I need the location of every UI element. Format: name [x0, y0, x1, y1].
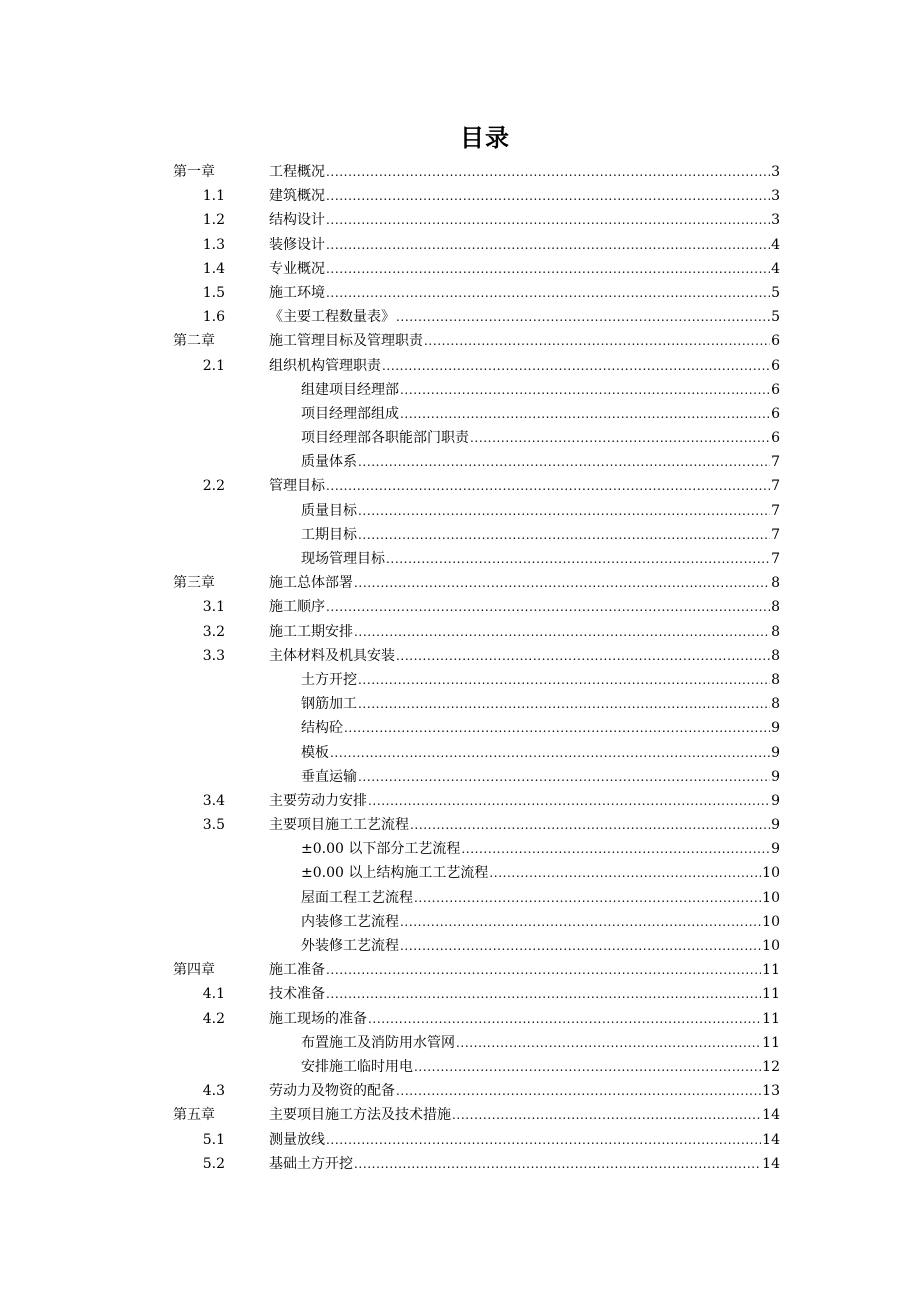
toc-section-number: 3.3 — [202, 647, 225, 664]
toc-entry-label[interactable]: 工程概况 — [269, 164, 325, 180]
toc-entry-label[interactable]: 主要劳动力安排 — [269, 792, 367, 809]
toc-chapter-number: 第一章 — [173, 164, 215, 180]
toc-dot-leader — [368, 1007, 761, 1031]
toc-dot-leader — [326, 184, 770, 208]
toc-section-number: 1.2 — [202, 212, 225, 229]
toc-dot-leader — [354, 571, 770, 595]
toc-dot-leader — [452, 1103, 761, 1127]
toc-page-number: 5 — [771, 309, 780, 326]
toc-dot-leader — [354, 620, 770, 644]
toc-section-number: 3.2 — [202, 623, 225, 640]
toc-entry-line — [301, 523, 780, 547]
toc-entry-line — [269, 1079, 780, 1103]
page-title: 目录 — [460, 124, 510, 152]
toc-entry-label[interactable]: 主体材料及机具安装 — [269, 647, 395, 664]
toc-section-number: 3.5 — [202, 817, 225, 834]
toc-page-number: 10 — [762, 865, 780, 882]
toc-dot-leader — [358, 523, 770, 547]
toc-entry-label[interactable]: 内装修工艺流程 — [301, 913, 399, 930]
toc-section-number: 3.1 — [202, 599, 225, 616]
toc-entry-line — [269, 1103, 780, 1127]
toc-section-number: 5.1 — [202, 1131, 225, 1148]
toc-entry-label[interactable]: 质量目标 — [301, 502, 357, 519]
toc-entry-label[interactable]: 现场管理目标 — [301, 551, 385, 567]
toc-entry-line — [301, 547, 780, 571]
toc-page-number: 3 — [771, 164, 780, 180]
toc-entry-label[interactable]: 组织机构管理职责 — [269, 357, 381, 374]
toc-entry-label[interactable]: 施工顺序 — [269, 599, 325, 616]
toc-page-number: 7 — [771, 502, 780, 519]
toc-section-number: 1.1 — [202, 188, 225, 205]
toc-entry-label[interactable]: 施工准备 — [269, 962, 325, 979]
toc-page-number: 9 — [771, 841, 780, 858]
toc-dot-leader — [400, 934, 761, 958]
toc-chapter-number: 第五章 — [173, 1107, 215, 1124]
toc-entry-label[interactable]: 技术准备 — [269, 986, 325, 1003]
toc-entry[interactable] — [0, 1128, 920, 1152]
toc-dot-leader — [396, 644, 770, 668]
toc-dot-leader — [396, 1079, 761, 1103]
toc-dot-leader — [326, 982, 761, 1006]
toc-entry[interactable] — [0, 886, 920, 910]
toc-entry-label[interactable]: 结构砼 — [301, 720, 343, 737]
toc-dot-leader — [414, 886, 761, 910]
toc-entry[interactable] — [0, 402, 920, 426]
toc-entry-line — [301, 668, 780, 692]
toc-entry-label[interactable]: 钢筋加工 — [301, 696, 357, 713]
toc-entry[interactable] — [0, 741, 920, 765]
toc-dot-leader — [330, 741, 770, 765]
toc-entry[interactable] — [0, 1152, 920, 1176]
toc-entry-label[interactable]: 模板 — [301, 744, 329, 761]
toc-entry-label[interactable]: 装修设计 — [269, 236, 325, 253]
toc-entry-label[interactable]: 外装修工艺流程 — [301, 938, 399, 954]
toc-entry[interactable] — [0, 910, 920, 934]
toc-page-number: 13 — [762, 1083, 780, 1100]
toc-entry[interactable] — [0, 354, 920, 378]
toc-page-number: 10 — [762, 889, 780, 906]
toc-page-number: 8 — [771, 647, 780, 664]
toc-dot-leader — [456, 1031, 761, 1055]
toc-page-number: 6 — [771, 357, 780, 374]
toc-entry-line — [269, 305, 780, 329]
toc-entry-line — [269, 354, 780, 378]
toc-page-number: 8 — [771, 671, 780, 688]
toc-dot-leader — [358, 499, 770, 523]
toc-dot-leader — [326, 595, 770, 619]
toc-section-number: 5.2 — [202, 1155, 225, 1172]
toc-entry-line — [269, 595, 780, 619]
toc-section-number: 4.3 — [202, 1083, 225, 1100]
toc-section-number: 4.2 — [202, 1010, 225, 1027]
toc-dot-leader — [354, 1152, 761, 1176]
toc-entry-line — [301, 450, 780, 474]
toc-page-number: 11 — [762, 1010, 780, 1027]
toc-entry-line — [269, 257, 780, 281]
toc-entry[interactable] — [0, 595, 920, 619]
toc-entry[interactable] — [0, 378, 920, 402]
toc-page-number: 7 — [771, 478, 780, 495]
toc-entry-line — [269, 958, 780, 982]
toc-entry-line — [269, 1152, 780, 1176]
toc-entry-label[interactable]: 测量放线 — [269, 1131, 325, 1148]
toc-entry-line — [269, 184, 780, 208]
toc-entry-label[interactable]: 专业概况 — [269, 260, 325, 277]
toc-dot-leader — [326, 208, 770, 232]
toc-page-number: 6 — [771, 430, 780, 447]
toc-page-number: 11 — [762, 986, 780, 1003]
toc-section-number: 3.4 — [202, 792, 225, 809]
toc-dot-leader — [326, 257, 770, 281]
toc-page-number: 9 — [771, 744, 780, 761]
toc-entry[interactable] — [0, 523, 920, 547]
toc-entry[interactable] — [0, 184, 920, 208]
toc-entry-label[interactable]: 结构设计 — [269, 212, 325, 229]
toc-page-number: 6 — [771, 405, 780, 422]
toc-entry[interactable] — [0, 837, 920, 861]
toc-entry-line — [269, 571, 780, 595]
toc-entry[interactable] — [0, 958, 920, 982]
toc-entry-label[interactable]: 施工总体部署 — [269, 575, 353, 592]
toc-entry-line — [301, 910, 780, 934]
toc-entry-line — [269, 1128, 780, 1152]
toc-entry-label[interactable]: 《主要工程数量表》 — [269, 309, 395, 326]
toc-section-number: 4.1 — [202, 986, 225, 1003]
toc-entry-line — [301, 378, 780, 402]
toc-chapter-number: 第三章 — [173, 575, 215, 592]
toc-chapter-number: 第四章 — [173, 962, 215, 979]
toc-entry[interactable] — [0, 208, 920, 232]
table-of-contents — [0, 160, 920, 1176]
toc-dot-leader — [489, 861, 761, 885]
toc-entry[interactable] — [0, 934, 920, 958]
toc-entry-label[interactable]: 主要项目施工工艺流程 — [269, 817, 409, 834]
toc-entry-line — [269, 474, 780, 498]
toc-entry-label[interactable]: 工期目标 — [301, 526, 357, 543]
toc-entry-label[interactable]: 布置施工及消防用水管网 — [301, 1034, 455, 1051]
toc-entry[interactable] — [0, 329, 920, 353]
toc-entry-label[interactable]: 屋面工程工艺流程 — [301, 889, 413, 906]
toc-dot-leader — [326, 958, 761, 982]
toc-entry[interactable] — [0, 571, 920, 595]
toc-entry-label[interactable]: 施工环境 — [269, 284, 325, 301]
toc-entry-line — [301, 837, 780, 861]
toc-page-number: 12 — [762, 1058, 780, 1075]
toc-entry-label[interactable]: 劳动力及物资的配备 — [269, 1083, 395, 1100]
toc-page-number: 14 — [762, 1107, 780, 1124]
toc-entry[interactable] — [0, 450, 920, 474]
toc-entry[interactable] — [0, 1079, 920, 1103]
toc-entry[interactable] — [0, 692, 920, 716]
toc-section-number: 1.6 — [202, 309, 225, 326]
toc-entry[interactable] — [0, 1007, 920, 1031]
toc-section-number: 2.2 — [202, 478, 225, 495]
toc-dot-leader — [400, 910, 761, 934]
toc-page-number: 3 — [771, 212, 780, 229]
toc-page-number: 7 — [771, 454, 780, 471]
toc-section-number: 1.3 — [202, 236, 225, 253]
toc-entry-line — [269, 281, 780, 305]
toc-entry-label[interactable]: 项目经理部组成 — [301, 405, 399, 422]
toc-dot-leader — [386, 547, 770, 571]
toc-entry-label[interactable]: 施工管理目标及管理职责 — [269, 333, 423, 350]
toc-dot-leader — [358, 765, 770, 789]
toc-entry[interactable] — [0, 1055, 920, 1079]
toc-entry-line — [301, 1031, 780, 1055]
toc-dot-leader — [344, 716, 770, 740]
toc-section-number: 2.1 — [202, 357, 225, 374]
toc-entry[interactable] — [0, 982, 920, 1006]
toc-dot-leader — [326, 474, 770, 498]
toc-page-number: 8 — [771, 599, 780, 616]
toc-entry-line — [301, 1055, 780, 1079]
toc-entry-line — [269, 329, 780, 353]
toc-entry[interactable] — [0, 499, 920, 523]
toc-page-number: 4 — [771, 260, 780, 277]
toc-entry[interactable] — [0, 1031, 920, 1055]
toc-page-number: 8 — [771, 575, 780, 592]
toc-page-number: 3 — [771, 188, 780, 205]
toc-entry-line — [269, 789, 780, 813]
toc-entry-label[interactable]: 管理目标 — [269, 478, 325, 495]
toc-entry-line — [269, 620, 780, 644]
toc-entry-label[interactable]: 土方开挖 — [301, 671, 357, 688]
toc-entry-label[interactable]: 建筑概况 — [269, 188, 325, 205]
toc-page-number: 9 — [771, 792, 780, 809]
toc-chapter-number: 第二章 — [173, 333, 215, 350]
toc-entry[interactable] — [0, 789, 920, 813]
toc-entry-line — [301, 499, 780, 523]
toc-entry-line — [301, 426, 780, 450]
toc-entry[interactable] — [0, 233, 920, 257]
toc-entry[interactable] — [0, 765, 920, 789]
toc-entry-label[interactable]: 施工工期安排 — [269, 623, 353, 640]
toc-page-number: 9 — [771, 768, 780, 785]
toc-section-number: 1.5 — [202, 284, 225, 301]
toc-dot-leader — [358, 692, 770, 716]
toc-entry[interactable] — [0, 861, 920, 885]
toc-page-number: 11 — [762, 1034, 780, 1051]
toc-dot-leader — [400, 402, 770, 426]
toc-entry[interactable] — [0, 1103, 920, 1127]
toc-dot-leader — [414, 1055, 761, 1079]
toc-page-number: 9 — [771, 817, 780, 834]
toc-entry[interactable] — [0, 474, 920, 498]
toc-entry-line — [301, 861, 780, 885]
toc-dot-leader — [424, 329, 770, 353]
toc-page-number: 9 — [771, 720, 780, 737]
toc-dot-leader — [358, 668, 770, 692]
toc-dot-leader — [396, 305, 770, 329]
toc-entry-line — [301, 886, 780, 910]
toc-dot-leader — [461, 837, 770, 861]
toc-entry-line — [301, 402, 780, 426]
toc-entry-label[interactable]: 质量体系 — [301, 454, 357, 471]
toc-entry[interactable] — [0, 620, 920, 644]
toc-page-number: 6 — [771, 333, 780, 350]
toc-page-number: 8 — [771, 623, 780, 640]
toc-entry-label[interactable]: 组建项目经理部 — [301, 381, 399, 398]
toc-dot-leader — [358, 450, 770, 474]
toc-dot-leader — [326, 233, 770, 257]
toc-entry[interactable] — [0, 644, 920, 668]
toc-page-number: 7 — [771, 551, 780, 567]
toc-entry-line — [269, 208, 780, 232]
toc-page-number: 6 — [771, 381, 780, 398]
toc-entry-line — [269, 982, 780, 1006]
toc-entry-label[interactable]: ±0.00 以下部分工艺流程 — [301, 841, 461, 858]
toc-entry-label[interactable]: 主要项目施工方法及技术措施 — [269, 1107, 451, 1124]
toc-page-number: 8 — [771, 696, 780, 713]
toc-dot-leader — [368, 789, 770, 813]
toc-entry-line — [301, 765, 780, 789]
toc-entry-line — [301, 692, 780, 716]
toc-entry-line — [269, 813, 780, 837]
toc-entry[interactable] — [0, 160, 920, 184]
toc-entry[interactable] — [0, 305, 920, 329]
toc-page-number: 4 — [771, 236, 780, 253]
toc-entry[interactable] — [0, 668, 920, 692]
toc-dot-leader — [326, 281, 770, 305]
toc-dot-leader — [470, 426, 770, 450]
toc-entry-line — [301, 741, 780, 765]
toc-entry-label[interactable]: 基础土方开挖 — [269, 1155, 353, 1172]
toc-entry-line — [269, 233, 780, 257]
toc-entry[interactable] — [0, 257, 920, 281]
toc-entry-line — [269, 160, 780, 184]
toc-entry-line — [269, 644, 780, 668]
toc-entry-label[interactable]: 垂直运输 — [301, 768, 357, 785]
toc-page-number: 5 — [771, 284, 780, 301]
toc-entry-label[interactable]: 项目经理部各职能部门职责 — [301, 430, 469, 447]
toc-section-number: 1.4 — [202, 260, 225, 277]
toc-dot-leader — [382, 354, 770, 378]
toc-entry[interactable] — [0, 426, 920, 450]
toc-entry-line — [301, 934, 780, 958]
toc-entry-line — [269, 1007, 780, 1031]
toc-page-number: 11 — [762, 962, 780, 979]
toc-dot-leader — [400, 378, 770, 402]
toc-entry[interactable] — [0, 547, 920, 571]
toc-entry-label[interactable]: ±0.00 以上结构施工工艺流程 — [301, 865, 489, 882]
toc-entry-line — [301, 716, 780, 740]
toc-dot-leader — [410, 813, 770, 837]
toc-entry[interactable] — [0, 281, 920, 305]
toc-page-number: 10 — [762, 913, 780, 930]
toc-page-number: 7 — [771, 526, 780, 543]
toc-page-number: 14 — [762, 1155, 780, 1172]
toc-page-number: 10 — [762, 938, 780, 954]
toc-entry[interactable] — [0, 813, 920, 837]
toc-dot-leader — [326, 1128, 761, 1152]
toc-entry-label[interactable]: 安排施工临时用电 — [301, 1058, 413, 1075]
toc-dot-leader — [326, 160, 770, 184]
toc-page-number: 14 — [762, 1131, 780, 1148]
toc-entry[interactable] — [0, 716, 920, 740]
toc-entry-label[interactable]: 施工现场的准备 — [269, 1010, 367, 1027]
